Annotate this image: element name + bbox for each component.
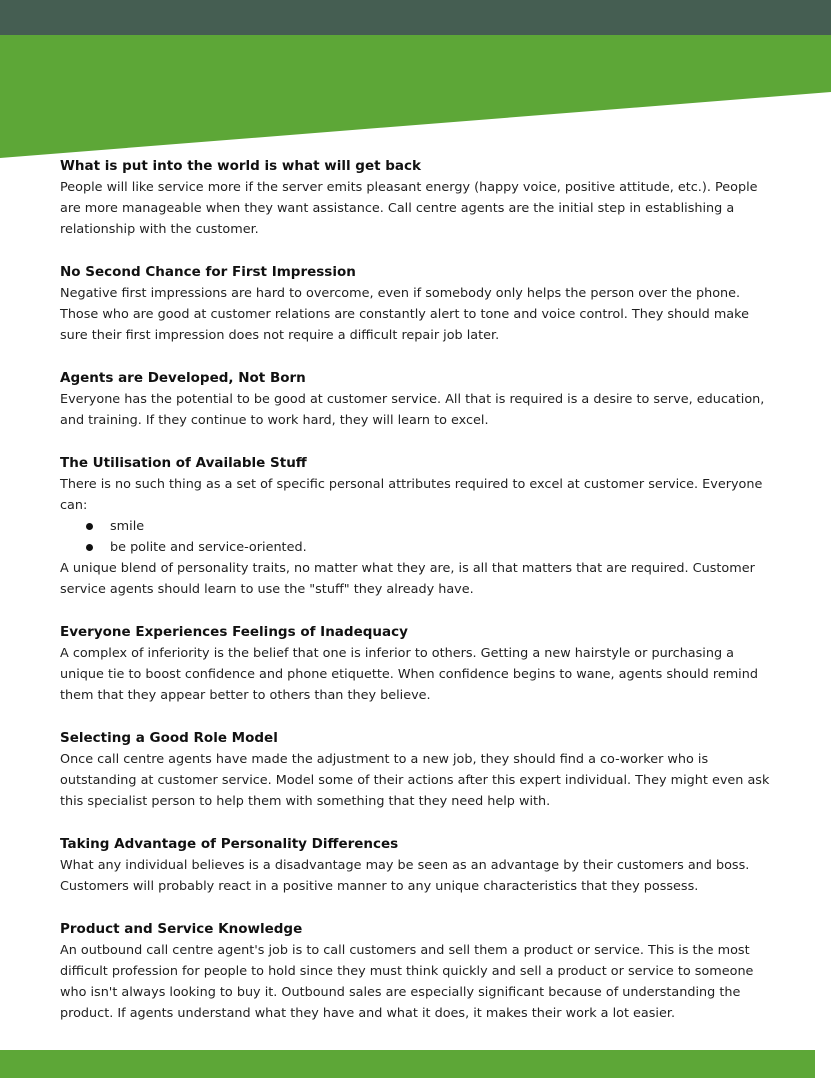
section-good-role-model [60,728,780,812]
section-heading: Product and Service Knowledge [60,921,303,937]
section-paragraph: Once call centre agents have made the adjustment to a new job, they should find a co-worker who is outstanding at customer service. Model some of their actions after this expert individual. They might even ask this specialist person to help them with something that they need help with. [60,752,770,809]
section-paragraph: Everyone has the potential to be good at customer service. All that is required is a desire to serve, education, and training. If they continue to work hard, they will learn to excel. [60,392,765,428]
section-paragraph: What any individual believes is a disadvantage may be seen as an advantage by their customers and boss. Customers will probably react in a positive manner to any unique characteristics that they possess. [60,858,750,894]
bullet-dot-icon [86,544,93,551]
header-top-bar [0,0,831,35]
section-outro-paragraph: A unique blend of personality traits, no matter what they are, is all that matters that are required. Customer service agents should learn to use the "stuff" they already have. [60,561,755,597]
section-utilisation-of-available-stuff [60,453,780,600]
header-green-shape [0,35,831,158]
section-heading: The Utilisation of Available Stuff [60,455,307,471]
document-body [60,156,780,1046]
section-heading: Taking Advantage of Personality Differences [60,836,399,852]
bullet-text: smile [110,519,145,534]
section-paragraph: People will like service more if the server emits pleasant energy (happy voice, positive attitude, etc.). People are more manageable when they want assistance. Call centre agents are the initial step in establishing a relationship with the customer. [60,180,758,237]
bullet-dot-icon [86,523,93,530]
section-personality-differences [60,834,780,897]
section-heading: Selecting a Good Role Model [60,730,278,746]
section-intro-paragraph: There is no such thing as a set of specific personal attributes required to excel at customer service. Everyone can: [60,477,763,513]
bullet-text: be polite and service-oriented. [110,540,307,555]
section-product-and-service-knowledge [60,919,780,1024]
bullet-item [83,516,780,537]
section-heading: Everyone Experiences Feelings of Inadequacy [60,624,408,640]
section-heading: No Second Chance for First Impression [60,264,356,280]
section-what-is-put-into-the-world [60,156,780,240]
bullet-item [83,537,780,558]
section-no-second-chance [60,262,780,346]
section-feelings-of-inadequacy [60,622,780,706]
section-paragraph: Negative first impressions are hard to overcome, even if somebody only helps the person over the phone. Those who are good at customer relations are constantly alert to tone and voice control. They should make sure their first impression does not require a difficult repair job later. [60,286,749,343]
bullet-list [60,516,780,558]
section-heading: What is put into the world is what will get back [60,158,422,174]
section-paragraph: A complex of inferiority is the belief that one is inferior to others. Getting a new hairstyle or purchasing a unique tie to boost confidence and phone etiquette. When confidence begins to wane, agents should remind them that they appear better to others than they believe. [60,646,758,703]
header-green-banner [0,35,831,160]
section-heading: Agents are Developed, Not Born [60,370,306,386]
section-agents-are-developed [60,368,780,431]
section-paragraph: An outbound call centre agent's job is to call customers and sell them a product or service. This is the most difficult profession for people to hold since they must think quickly and sell a product or service to someone who isn't always looking to buy it. Outbound sales are especially significant because of understanding the product. If agents understand what they have and what it does, it makes their work a lot easier. [60,943,754,1021]
footer-green-bar [0,1050,815,1078]
